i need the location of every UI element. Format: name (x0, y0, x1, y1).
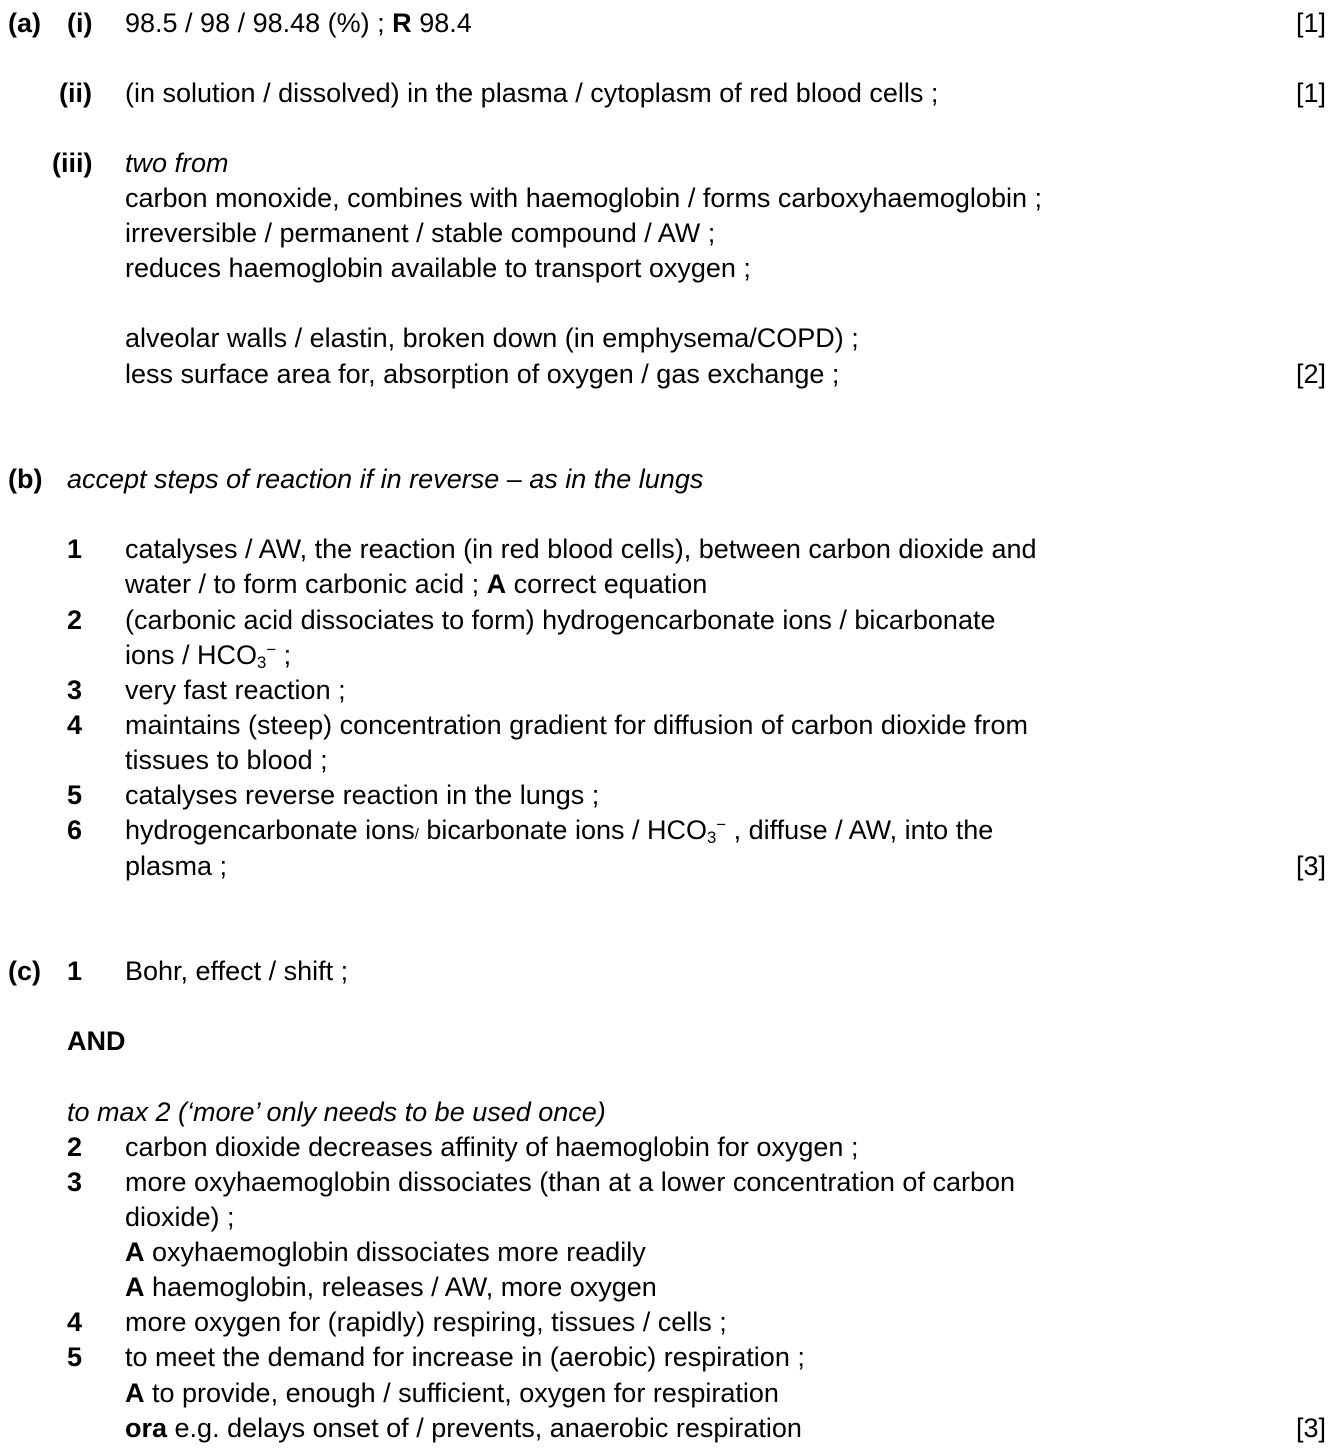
point-number: 3 (67, 675, 83, 705)
accept-text: oxyhaemoglobin dissociates more readily (144, 1237, 646, 1267)
part-a-i-label: (i) (67, 8, 93, 38)
point-c3-accept1 (125, 1236, 646, 1268)
superscript: − (266, 639, 277, 659)
point-number: 4 (67, 710, 83, 740)
point-b4-line1: maintains (steep) concentration gradient for diffusion of carbon dioxide from (125, 710, 1028, 740)
mark-a-i: [1] (1295, 8, 1326, 38)
mark-a-iii: [2] (1295, 359, 1326, 389)
part-a-iii-label: (iii) (52, 148, 93, 178)
point-c3-line2: dioxide) ; (125, 1202, 235, 1232)
part-a-iii-line: alveolar walls / elastin, broken down (in emphysema/COPD) ; (125, 323, 859, 353)
point-c2: carbon dioxide decreases affinity of haemoglobin for oxygen ; (125, 1132, 859, 1162)
answer-text: water / to form carbonic acid ; (125, 569, 480, 599)
point-c4: more oxygen for (rapidly) respiring, tissues / cells ; (125, 1307, 727, 1337)
part-a-iii-line: carbon monoxide, combines with haemoglobin / forms carboxyhaemoglobin ; (125, 183, 1042, 213)
answer-text: 98.5 / 98 / 98.48 (%) ; (125, 8, 385, 38)
part-a-ii-label: (ii) (59, 78, 92, 108)
point-number: 6 (67, 815, 83, 845)
point-c3-line1: more oxyhaemoglobin dissociates (than at a lower concentration of carbon (125, 1167, 1015, 1197)
accept-marker: A (125, 1272, 145, 1302)
point-c1: Bohr, effect / shift ; (125, 956, 349, 986)
accept-marker: A (486, 569, 507, 599)
point-b2-line2 (125, 639, 291, 671)
part-c-label: (c) (8, 956, 41, 986)
subscript: 3 (706, 828, 717, 848)
point-b4-line2: tissues to blood ; (125, 745, 328, 775)
point-number: 2 (67, 605, 83, 635)
accept-marker: A (125, 1378, 145, 1408)
and-connector: AND (67, 1026, 126, 1056)
point-number: 4 (67, 1307, 83, 1337)
point-c3-accept2 (125, 1271, 657, 1303)
point-b1-line1: catalyses / AW, the reaction (in red blood cells), between carbon dioxide and (125, 534, 1037, 564)
part-a-iii-line: irreversible / permanent / stable compound / AW ; (125, 218, 716, 248)
point-number: 2 (67, 1132, 83, 1162)
answer-text: hydrogencarbonate ions (125, 815, 415, 845)
accept-text: correct equation (513, 569, 708, 599)
point-c5: to meet the demand for increase in (aerobic) respiration ; (125, 1342, 805, 1372)
mark-b: [3] (1295, 851, 1326, 881)
point-c5-accept (125, 1377, 779, 1409)
reject-marker: R (392, 8, 412, 38)
point-c5-ora (125, 1412, 802, 1444)
point-b3: very fast reaction ; (125, 675, 346, 705)
point-number: 5 (67, 780, 83, 810)
small-slash: / (414, 827, 419, 843)
point-number: 1 (67, 956, 83, 986)
part-a-iii-line: reduces haemoglobin available to transport oxygen ; (125, 253, 751, 283)
accept-marker: A (125, 1237, 145, 1267)
part-a-iii-line: less surface area for, absorption of oxygen / gas exchange ; (125, 359, 840, 389)
accept-text: to provide, enough / sufficient, oxygen for respiration (144, 1378, 779, 1408)
part-b-note: accept steps of reaction if in reverse – as in the lungs (67, 464, 704, 494)
point-number: 1 (67, 534, 83, 564)
part-a-ii-answer: (in solution / dissolved) in the plasma / cytoplasm of red blood cells ; (125, 78, 939, 108)
part-b-label: (b) (8, 464, 43, 494)
answer-text: , diffuse / AW, into the (726, 815, 994, 845)
ora-text: e.g. delays onset of / prevents, anaerobic respiration (167, 1413, 802, 1443)
point-b1-line2 (125, 568, 707, 600)
subscript: 3 (257, 653, 267, 673)
part-a-iii-note: two from (125, 148, 229, 178)
accept-text: haemoglobin, releases / AW, more oxygen (144, 1272, 657, 1302)
point-b2-line1: (carbonic acid dissociates to form) hydrogencarbonate ions / bicarbonate (125, 605, 996, 635)
reject-value: 98.4 (419, 8, 472, 38)
mark-c: [3] (1295, 1413, 1326, 1443)
mark-a-ii: [1] (1295, 78, 1326, 108)
point-b5: catalyses reverse reaction in the lungs ; (125, 780, 600, 810)
ora-marker: ora (125, 1413, 168, 1443)
point-b6-line1 (125, 814, 993, 851)
superscript: − (716, 814, 727, 834)
part-a-i-answer (125, 7, 472, 39)
answer-text: bicarbonate ions / HCO (418, 815, 707, 845)
point-number: 3 (67, 1167, 83, 1197)
point-b6-line2: plasma ; (125, 851, 228, 881)
part-c-note: to max 2 (‘more’ only needs to be used once) (67, 1097, 606, 1127)
answer-text: ; (276, 640, 292, 670)
point-number: 5 (67, 1342, 83, 1372)
answer-text: ions / HCO (125, 640, 258, 670)
part-a-label: (a) (8, 8, 41, 38)
